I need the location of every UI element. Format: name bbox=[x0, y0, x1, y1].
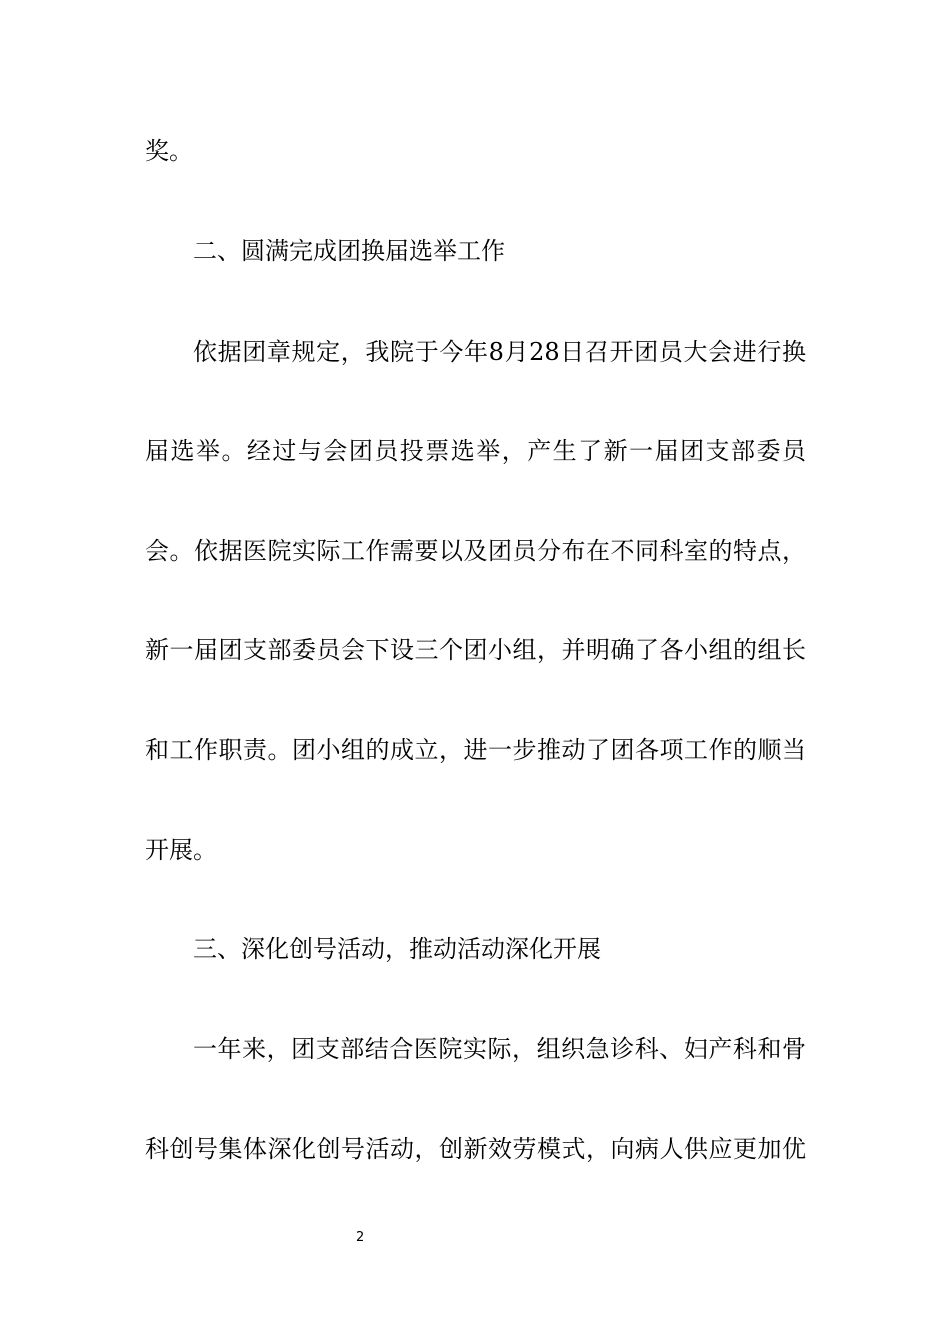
paragraph-2-line-3: 会。依据医院实际工作需要以及团员分布在不同科室的特点， bbox=[145, 537, 806, 565]
paragraph-3-line-2: 科创号集体深化创号活动，创新效劳模式，向病人供应更加优 bbox=[145, 1135, 806, 1163]
paragraph-3-line-1: 一年来，团支部结合医院实际，组织急诊科、妇产科和骨 bbox=[193, 1035, 806, 1063]
paragraph-2-line-5: 和工作职责。团小组的成立，进一步推动了团各项工作的顺当 bbox=[145, 736, 806, 764]
paragraph-2-line-4: 新一届团支部委员会下设三个团小组，并明确了各小组的组长 bbox=[145, 636, 806, 664]
paragraph-2-line-1: 依据团章规定，我院于今年8月28日召开团员大会进行换 bbox=[193, 338, 806, 366]
section-heading-2: 二、圆满完成团换届选举工作 bbox=[193, 237, 505, 265]
paragraph-1-line-1: 奖。 bbox=[145, 137, 193, 165]
page-number: 2 bbox=[356, 1230, 365, 1245]
paragraph-2-line-6: 开展。 bbox=[145, 836, 217, 864]
paragraph-2-line-2: 届选举。经过与会团员投票选举，产生了新一届团支部委员 bbox=[145, 437, 806, 465]
section-heading-3: 三、深化创号活动，推动活动深化开展 bbox=[193, 935, 601, 963]
